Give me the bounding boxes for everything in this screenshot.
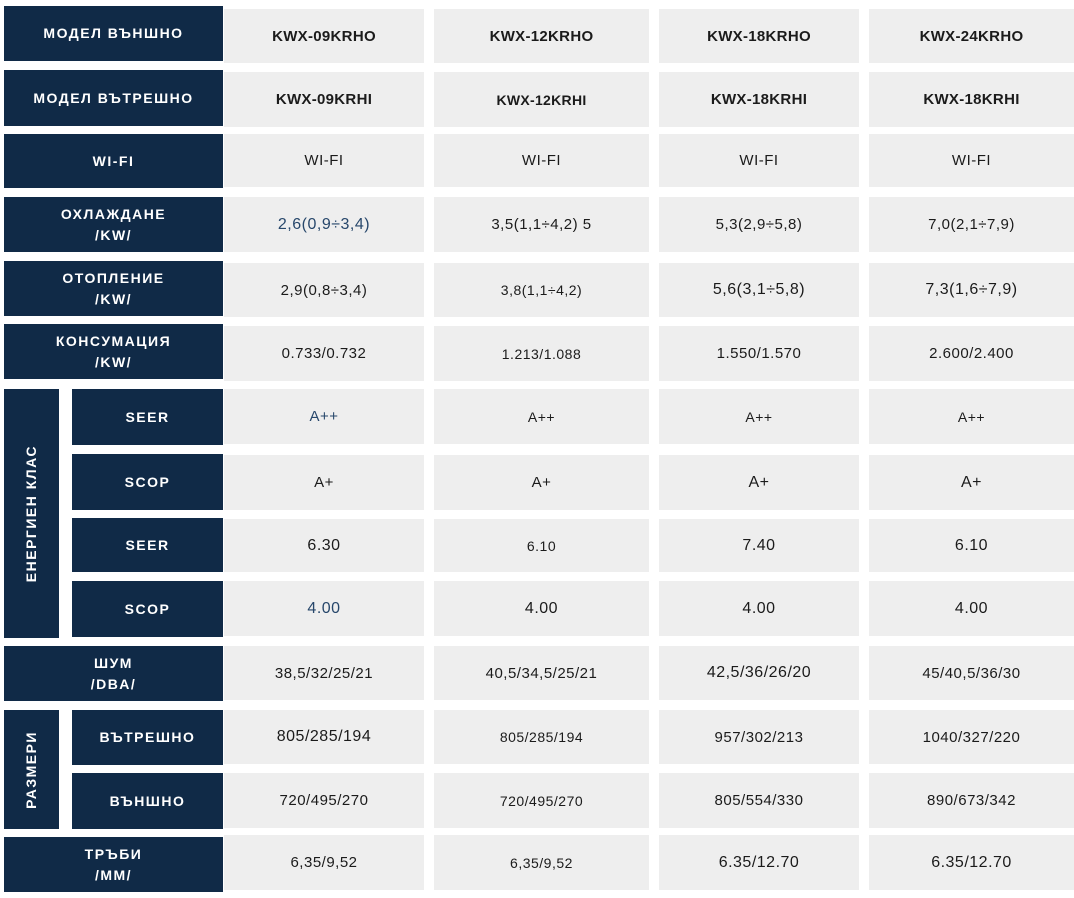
row-label-text: SEER [125,408,170,425]
value-cell: 2,9(0,8÷3,4) [224,263,424,317]
row-label-seer [72,389,223,445]
row-label-text: ВЪТРЕШНО [99,729,196,745]
value-cell: 805/554/330 [659,773,859,828]
row-label-text: WI-FI [92,152,135,169]
value-cell: 805/285/194 [434,710,649,764]
value-cell: KWX-24KRHO [869,9,1074,63]
value-cell: A++ [434,389,649,444]
row-label-text: ШУМ [94,654,133,671]
row-label-text: SCOP [124,600,171,617]
value-cell: 3,5(1,1÷4,2) 5 [434,197,649,252]
row-label-text: МОДЕЛ ВЪНШНО [43,25,184,41]
row-label-unit: /KW/ [94,226,133,243]
value-cell: KWX-09KRHI [224,72,424,127]
row-label-text: ВЪНШНО [109,792,186,809]
value-cell: 890/673/342 [869,773,1074,828]
row-label-cooling [4,197,223,252]
value-cell: 2.600/2.400 [869,326,1074,381]
row-label-text: ОТОПЛЕНИЕ [62,269,165,286]
value-cell: WI-FI [224,134,424,187]
value-cell: KWX-09KRHO [224,9,424,63]
value-cell: 40,5/34,5/25/21 [434,646,649,700]
row-label-scop [72,454,223,510]
row-label-unit: /KW/ [94,353,133,370]
value-cell: 1040/327/220 [869,710,1074,764]
value-cell: A++ [224,389,424,444]
row-label-wifi [4,134,223,188]
row-label-text: SCOP [124,473,171,490]
value-cell: 957/302/213 [659,710,859,764]
row-label-pipes [4,837,223,892]
value-cell: 1.550/1.570 [659,326,859,381]
value-cell: 4.00 [659,581,859,636]
row-label-outdoor [72,773,223,829]
row-label-text: МОДЕЛ ВЪТРЕШНО [33,89,194,106]
row-label-unit: /KW/ [94,290,133,307]
value-cell: KWX-18KRHI [869,72,1074,127]
value-cell: 3,8(1,1÷4,2) [434,263,649,317]
value-cell: KWX-18KRHI [659,72,859,127]
value-cell: 6.10 [869,519,1074,572]
value-cell: 42,5/36/26/20 [659,646,859,700]
value-cell: A++ [659,389,859,444]
value-cell: 0.733/0.732 [224,326,424,381]
group-label-energy-class [4,389,59,638]
row-label-text: КОНСУМАЦИЯ [55,332,172,349]
row-label-model-indoor [4,70,223,126]
row-label-heating [4,261,223,316]
value-cell: A+ [659,455,859,510]
value-cell: 6.10 [434,519,649,572]
value-cell: WI-FI [869,134,1074,187]
group-label-dimensions [4,710,59,829]
value-cell: 38,5/32/25/21 [224,646,424,700]
row-label-text: ТРЪБИ [84,845,143,862]
value-cell: 5,3(2,9÷5,8) [659,197,859,252]
value-cell: 5,6(3,1÷5,8) [659,263,859,317]
row-label-scop-value [72,581,223,637]
row-label-noise [4,646,223,701]
value-cell: KWX-12KRHO [434,9,649,63]
value-cell: 2,6(0,9÷3,4) [224,197,424,252]
value-cell: 7.40 [659,519,859,572]
group-label-text: РАЗМЕРИ [23,730,39,809]
row-label-unit: /ММ/ [94,866,133,883]
value-cell: 7,3(1,6÷7,9) [869,263,1074,317]
row-label-text: ОХЛАЖДАНЕ [60,205,167,222]
value-cell: 6.30 [224,519,424,572]
value-cell: KWX-12KRHI [434,72,649,127]
value-cell: WI-FI [434,134,649,187]
value-cell: 4.00 [224,581,424,636]
value-cell: A+ [869,455,1074,510]
value-cell: 720/495/270 [434,773,649,828]
value-cell: 805/285/194 [224,710,424,764]
value-cell: KWX-18KRHO [659,9,859,63]
value-cell: 4.00 [434,581,649,636]
row-label-unit: /DBA/ [90,675,137,692]
value-cell: 6.35/12.70 [659,835,859,890]
group-label-text: ЕНЕРГИЕН КЛАС [23,444,39,583]
value-cell: A++ [869,389,1074,444]
value-cell: 6,35/9,52 [224,835,424,890]
value-cell: 6.35/12.70 [869,835,1074,890]
value-cell: 7,0(2,1÷7,9) [869,197,1074,252]
row-label-indoor [72,710,223,765]
row-label-model-outdoor [4,6,223,61]
value-cell: A+ [434,455,649,510]
row-label-text: SEER [125,536,170,553]
value-cell: 1.213/1.088 [434,326,649,381]
row-label-seer-value [72,518,223,572]
value-cell: 4.00 [869,581,1074,636]
value-cell: 45/40,5/36/30 [869,646,1074,700]
value-cell: 720/495/270 [224,773,424,828]
value-cell: 6,35/9,52 [434,835,649,890]
value-cell: WI-FI [659,134,859,187]
value-cell: A+ [224,455,424,510]
row-label-consumption [4,324,223,379]
